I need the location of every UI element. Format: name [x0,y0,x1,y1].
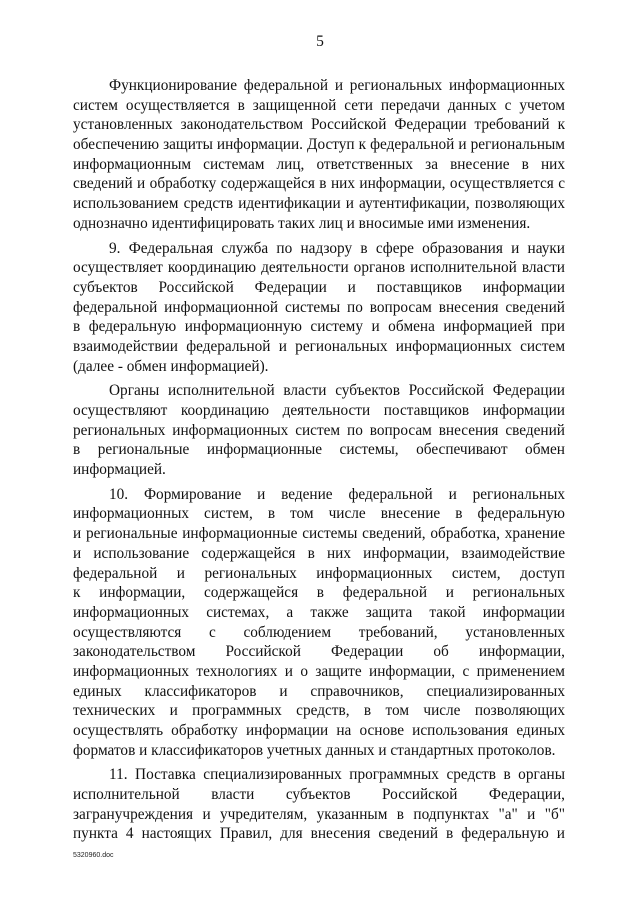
text-line: законодательством Российской Федерации об информации, [73,643,565,661]
text-line: обеспечению защиты информации. Доступ к федеральной и региональным [73,136,565,154]
text-line: Функционирование федеральной и региональных информационных [109,77,565,94]
text-line: субъектов Российской Федерации и поставщиков информации [73,278,565,296]
text-line: 11. Поставка специализированных программных средств в органы [109,766,565,784]
text-line: в региональные информационные системы, обеспечивают обмен [73,441,565,459]
text-line: единых классификаторов и справочников, специализированных [73,682,565,700]
text-line: федеральной и региональных информационных систем, доступ [73,564,565,582]
page-number: 5 [316,33,324,50]
document-body [73,76,565,844]
text-line: 10. Формирование и ведение федеральной и региональных [109,485,565,503]
text-line: осуществлять обработку информации на основе использования единых [73,722,565,739]
text-line: в федеральную информационную систему и обмена информацией при [73,318,565,336]
text-line: технических и программных средств, в том числе позволяющих [73,702,565,720]
text-line: осуществляют координацию деятельности поставщиков информации [73,402,565,419]
text-line: загранучреждения и учредителям, указанным в подпунктах "а" и "б" [73,805,565,823]
footer-filename: 5320960.doc [73,852,114,859]
text-line: установленных законодательством Российской Федерации требований к [73,116,565,134]
text-line: Органы исполнительной власти субъектов Российской Федерации [109,382,565,400]
text-line: сведений и обработку содержащейся в них информации, осуществляется с [73,175,565,193]
text-line: форматов и классификаторов учетных данных и стандартных протоколов. [73,741,556,759]
text-line: информационных системах, а также защита такой информации [73,603,565,621]
text-line: и использование содержащейся в них информации, взаимодействие [73,544,565,562]
text-line: информационным системам лиц, ответственных за внесение в них [73,155,565,173]
text-line: (далее - обмен информацией). [73,357,269,375]
text-line: взаимодействии федеральной и региональных информационных систем [73,337,565,355]
text-line: 9. Федеральная служба по надзору в сфере образования и науки [109,239,565,257]
text-line: осуществляются с соблюдением требований, установленных [73,623,565,641]
text-line: осуществляет координацию деятельности органов исполнительной власти [73,259,565,277]
text-line: исполнительной власти субъектов Российской Федерации, [73,786,565,804]
text-line: к информации, содержащейся в федеральной и региональных [73,584,565,602]
text-line: систем осуществляется в защищенной сети передачи данных с учетом [73,96,565,114]
text-line: информационных систем, в том числе внесение в федеральную [73,505,565,523]
text-line: информацией. [73,461,166,479]
text-line: однозначно идентифицировать таких лиц и вносимые ими изменения. [73,214,531,232]
text-line: пункта 4 настоящих Правил, для внесения сведений в федеральную и [73,825,565,843]
text-line: информационных технологиях и о защите информации, с применением [73,662,565,680]
text-line: и региональные информационные системы сведений, обработка, хранение [73,525,565,543]
text-line: федеральной информационной системы по вопросам внесения сведений [73,298,565,316]
text-line: региональных информационных систем по вопросам внесения сведений [73,421,565,439]
text-line: использованием средств идентификации и аутентификации, позволяющих [73,195,565,213]
